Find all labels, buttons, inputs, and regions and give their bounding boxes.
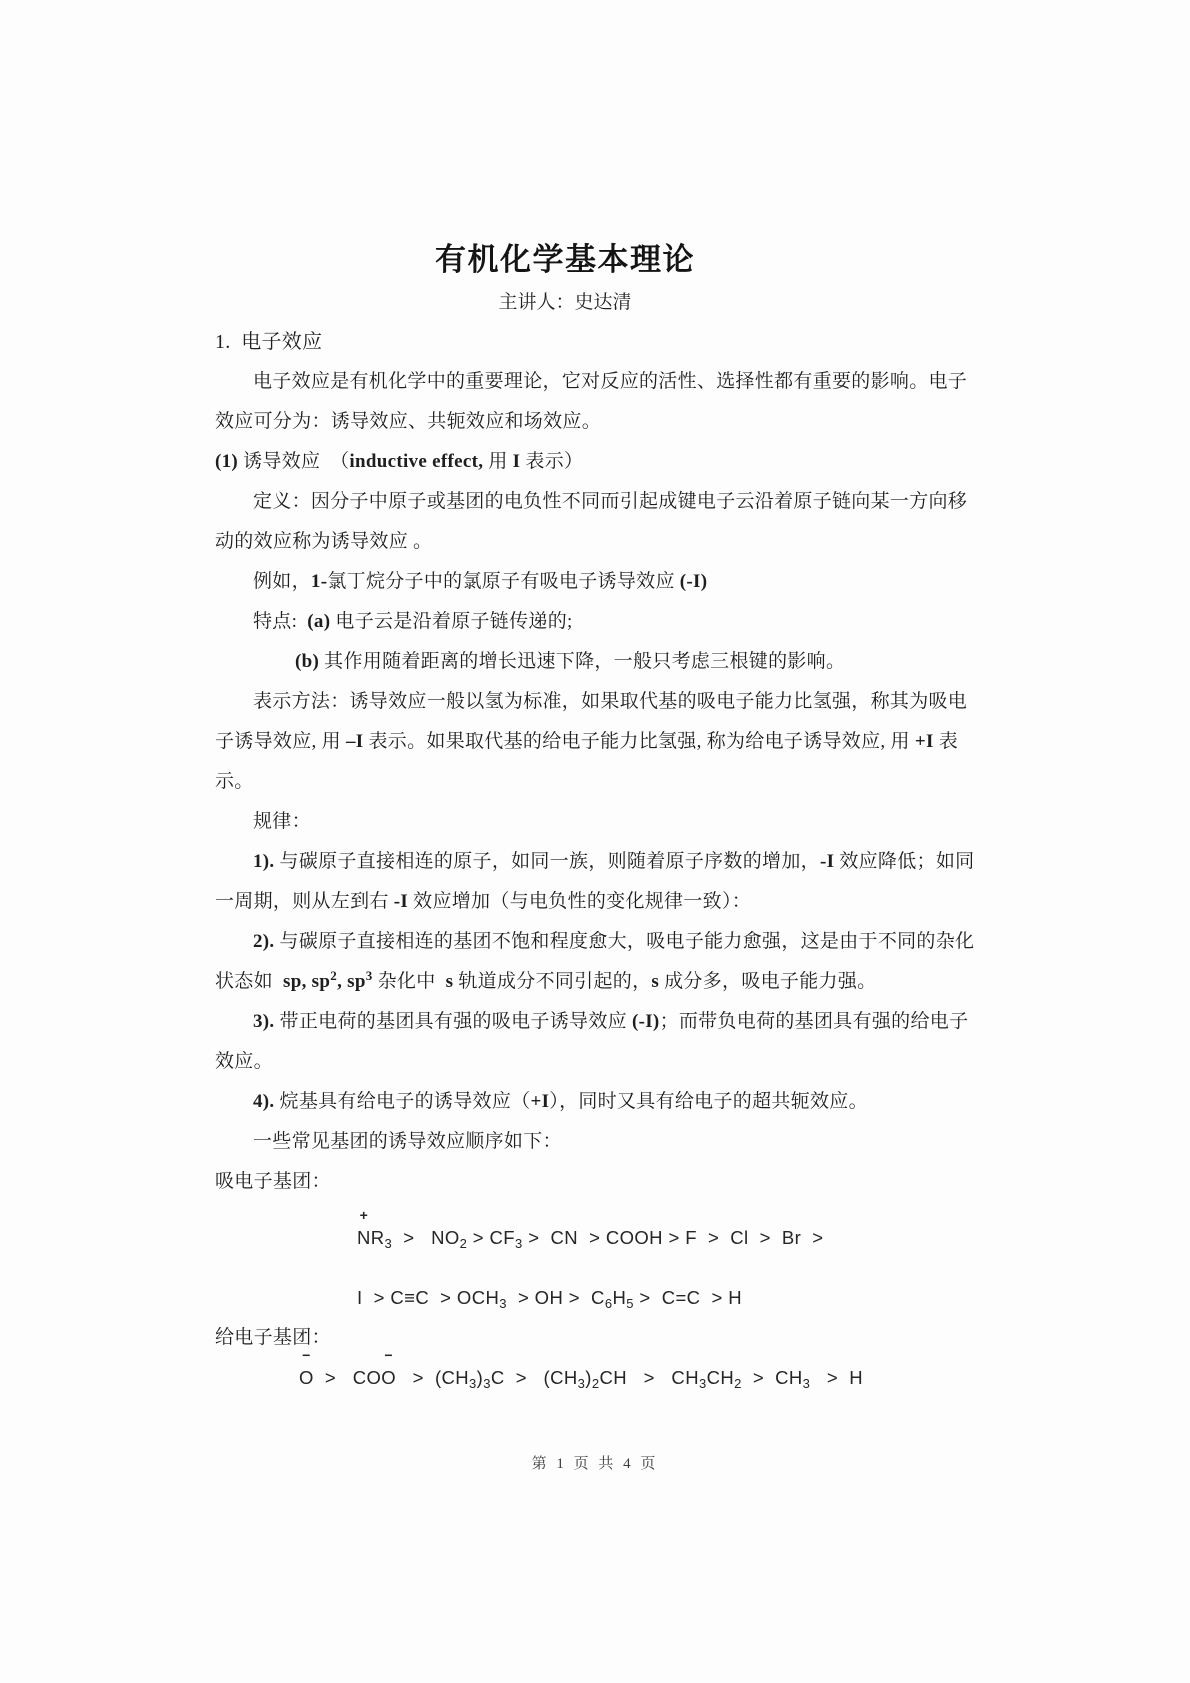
formula-token: 3 bbox=[384, 1236, 393, 1251]
text-run: 3). bbox=[253, 1011, 275, 1032]
text-line bbox=[215, 682, 968, 722]
text-run: 氯丁烷分子中的氯原子有吸电子诱导效应 bbox=[327, 571, 680, 592]
formula-token: 3 bbox=[802, 1376, 811, 1391]
text-line bbox=[215, 1042, 915, 1082]
document-title: 有机化学基本理论 bbox=[435, 242, 695, 277]
formula-token: 3 bbox=[499, 1296, 507, 1311]
formula-token: 3 bbox=[483, 1376, 491, 1391]
text-line bbox=[215, 882, 915, 922]
text-run: 与碳原子直接相连的原子，如同一族，则随着原子序数的增加， bbox=[274, 851, 820, 872]
text-run: 2 bbox=[330, 968, 338, 983]
text-run: ；而带负电荷的基团具有强的给电子 bbox=[659, 1011, 969, 1032]
text-line bbox=[215, 442, 915, 482]
text-line bbox=[215, 642, 915, 682]
text-run: 1. 电子效应 bbox=[215, 331, 323, 353]
formula-token: > CF bbox=[467, 1227, 516, 1248]
formula-token: 3 bbox=[577, 1376, 586, 1391]
text-run: 表示。如果取代基的给电子能力比氢强, 称为给电子诱导效应, 用 bbox=[363, 731, 915, 752]
document-content bbox=[215, 242, 975, 1398]
text-run: 规律： bbox=[253, 811, 311, 832]
text-line bbox=[215, 402, 915, 442]
charge-mark: − bbox=[302, 1347, 311, 1363]
text-run: 与碳原子直接相连的基团不饱和程度愈大，吸电子能力愈强，这是由于不同的杂化 bbox=[274, 931, 975, 952]
text-run: 表 bbox=[933, 731, 959, 752]
formula-token: CH > CH bbox=[599, 1367, 699, 1388]
text-line bbox=[215, 1318, 915, 1358]
text-run: 例如， bbox=[253, 571, 311, 592]
formula-token: R bbox=[370, 1227, 385, 1248]
text-run: (b) bbox=[295, 651, 325, 672]
text-line bbox=[215, 1002, 969, 1042]
lecturer-line: 主讲人：史达清 bbox=[498, 292, 632, 313]
text-run: 效应可分为：诱导效应、共轭效应和场效应。 bbox=[215, 411, 602, 432]
text-run: 吸电子基团： bbox=[215, 1171, 331, 1192]
formula-line bbox=[357, 1207, 915, 1258]
formula-token: 3 bbox=[515, 1236, 523, 1251]
document-lines bbox=[215, 322, 975, 1398]
text-run: 特点: bbox=[253, 611, 308, 632]
formula-token: 5 bbox=[626, 1296, 634, 1311]
formula-token: H bbox=[612, 1287, 627, 1308]
formula-token: I > C≡C > OCH bbox=[357, 1287, 500, 1308]
text-run: 电子效应是有机化学中的重要理论，它对反应的活性、选择性都有重要的影响。电子 bbox=[253, 371, 968, 392]
formula-token: ) bbox=[476, 1367, 484, 1388]
text-run: s bbox=[445, 971, 454, 992]
text-line bbox=[215, 362, 968, 402]
text-run: 状态如 bbox=[215, 971, 284, 992]
formula-token: 2 bbox=[459, 1236, 468, 1251]
text-run: 子诱导效应, 用 bbox=[215, 731, 346, 752]
formula-token: N bbox=[357, 1227, 371, 1248]
text-run: I bbox=[512, 451, 521, 472]
formula-token bbox=[299, 1347, 314, 1398]
formula-token: > NO bbox=[392, 1227, 460, 1248]
text-run: sp, sp bbox=[283, 971, 331, 992]
formula-token: 2 bbox=[734, 1376, 742, 1391]
text-run: 动的效应称为诱导效应 。 bbox=[215, 531, 433, 552]
text-run: 轨道成分不同引起的， bbox=[453, 971, 652, 992]
text-run: 4). bbox=[253, 1091, 275, 1112]
text-run: -I bbox=[393, 891, 414, 912]
text-run: 表示） bbox=[520, 451, 584, 472]
text-line bbox=[215, 562, 915, 602]
text-line bbox=[215, 322, 915, 362]
text-run: 电子云是沿着原子链传递的; bbox=[335, 611, 573, 632]
text-run: 成分多，吸电子能力强。 bbox=[659, 971, 877, 992]
formula-token: > OH > C bbox=[506, 1287, 605, 1308]
text-run: 1). bbox=[253, 851, 275, 872]
text-run: 杂化中 bbox=[372, 971, 446, 992]
charge-mark: + bbox=[359, 1207, 369, 1223]
text-run: 效应。 bbox=[215, 1051, 273, 1072]
formula-token: C > (CH bbox=[490, 1367, 578, 1388]
text-run: 表示方法：诱导效应一般以氢为标准，如果取代基的吸电子能力比氢强，称其为吸电 bbox=[253, 691, 968, 712]
formula-token: > (CH bbox=[396, 1367, 470, 1388]
text-run: 效应增加（与电负性的变化规律一致）： bbox=[413, 891, 752, 912]
text-run: +I bbox=[914, 731, 934, 752]
text-run: 示。 bbox=[215, 771, 254, 792]
text-line bbox=[215, 602, 915, 642]
text-run: , sp bbox=[337, 971, 366, 992]
formula-line bbox=[357, 1278, 915, 1318]
text-run: 诱导效应 （ bbox=[243, 451, 350, 472]
text-line bbox=[215, 1082, 915, 1122]
page-footer: 第 1 页 共 4 页 bbox=[531, 1456, 659, 1472]
text-line bbox=[215, 1122, 915, 1162]
text-run: 3 bbox=[365, 968, 373, 983]
text-run: ），同时又具有给电子的超共轭效应。 bbox=[549, 1091, 868, 1112]
text-run: s bbox=[651, 971, 660, 992]
text-run: 一些常见基团的诱导效应顺序如下： bbox=[253, 1131, 562, 1152]
text-line bbox=[215, 522, 915, 562]
formula-token: > CN > COOH > F > Cl > Br > bbox=[522, 1227, 824, 1248]
formula-line bbox=[299, 1347, 915, 1398]
formula-token: O bbox=[299, 1367, 314, 1388]
text-run: 带正电荷的基团具有强的吸电子诱导效应 bbox=[274, 1011, 627, 1032]
text-run: 给电子基团： bbox=[215, 1327, 331, 1348]
formula-token: 2 bbox=[591, 1376, 600, 1391]
text-run: 效应降低；如同 bbox=[839, 851, 975, 872]
text-run: 烷基具有给电子的诱导效应（ bbox=[274, 1091, 531, 1112]
formula-token bbox=[381, 1347, 397, 1398]
text-line bbox=[215, 802, 915, 842]
text-run: (1) bbox=[215, 451, 244, 472]
text-run: inductive effect, bbox=[349, 451, 484, 472]
text-run: 一周期，则从左到右 bbox=[215, 891, 394, 912]
formula-token: > C=C > H bbox=[633, 1287, 743, 1308]
text-line bbox=[215, 962, 915, 1002]
text-line bbox=[215, 1162, 915, 1202]
formula-token: CH bbox=[706, 1367, 735, 1388]
text-run: +I bbox=[530, 1091, 550, 1112]
text-run: -I bbox=[819, 851, 840, 872]
text-line bbox=[215, 922, 975, 962]
text-run: (-I) bbox=[626, 1011, 660, 1032]
formula-token: 3 bbox=[469, 1376, 477, 1391]
text-run: –I bbox=[345, 731, 364, 752]
formula-token: > CO bbox=[313, 1367, 382, 1388]
text-run: (a) bbox=[307, 611, 336, 632]
charge-mark: − bbox=[384, 1347, 393, 1363]
text-line bbox=[215, 722, 959, 762]
text-line bbox=[215, 482, 968, 522]
formula-token: > H bbox=[810, 1367, 863, 1388]
formula-token bbox=[357, 1207, 371, 1258]
text-run: 2). bbox=[253, 931, 275, 952]
text-run: 1- bbox=[310, 571, 328, 592]
formula-token: 6 bbox=[604, 1296, 613, 1311]
text-run: 定义：因分子中原子或基团的电负性不同而引起成键电子云沿着原子链向某一方向移 bbox=[253, 491, 968, 512]
text-line bbox=[215, 842, 975, 882]
formula-token: > CH bbox=[741, 1367, 803, 1388]
formula-token: O bbox=[381, 1367, 397, 1388]
text-run: 用 bbox=[483, 451, 513, 472]
formula-token: ) bbox=[585, 1367, 592, 1388]
text-line bbox=[215, 762, 915, 802]
formula-token: 3 bbox=[698, 1376, 707, 1391]
text-run: (-I) bbox=[679, 571, 708, 592]
text-run: 其作用随着距离的增长迅速下降，一般只考虑三根键的影响。 bbox=[324, 651, 846, 672]
